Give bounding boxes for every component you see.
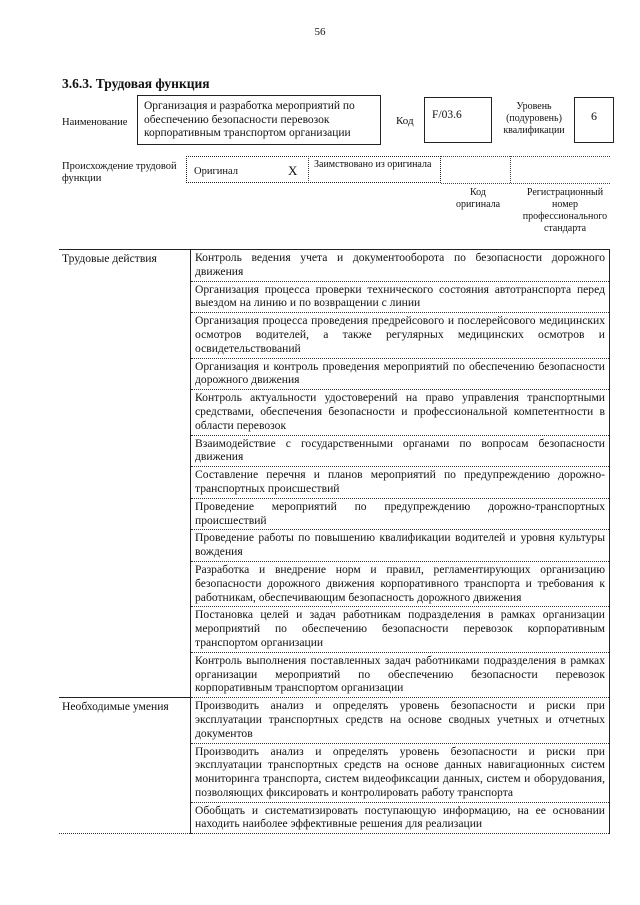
page-number: 56 [314,26,326,38]
origin-divider [308,156,309,183]
origin-dotline-top [441,156,610,157]
original-label: Оригинал [194,166,238,177]
table-cell: Проведение работы по повышению квалификации водителей и уровня культуры вождения [191,530,610,562]
code-label: Код [396,115,414,127]
reg-number-caption: Регистрационный номер профессионального стандарта [522,187,608,234]
code-value-box: F/03.6 [424,97,492,143]
borrowed-label: Заимствовано из оригинала [314,159,432,170]
table-cell: Разработка и внедрение норм и правил, регламентирующих организацию безопасности дорожного движения корпоративного транспорта и требования к работникам, обеспечивающим безопасность дорожного движения [191,561,610,606]
table-cell: Составление перечня и планов мероприятий по предупреждению дорожно-транспортных происшествий [191,467,610,499]
level-value-box: 6 [574,97,614,143]
name-label: Наименование [62,117,128,128]
table-cell: Организация процесса проведения предрейсового и послерейсового медицинских осмотров водителей, а также регулярных медицинских осмотров и освидетельствований [191,313,610,358]
table-cell: Постановка целей и задач работникам подразделения в рамках организации мероприятий по обеспечению безопасности перевозок корпоративным транспортом организации [191,607,610,652]
function-table [59,249,610,849]
table-cell: Контроль ведения учета и документооборота по безопасности дорожного движения [191,250,610,282]
level-label: Уровень (подуровень) квалификации [503,101,565,136]
table-row [59,698,610,743]
table-cell: Проведение мероприятий по предупреждению дорожно-транспортных происшествий [191,498,610,530]
table-cell: Взаимодействие с государственными органами по вопросам безопасности движения [191,435,610,467]
function-name-box: Организация и разработка мероприятий по обеспечению безопасности перевозок корпоративным транспортом организации [137,95,381,145]
section-label: Трудовые действия [59,250,191,698]
table-cell: Контроль выполнения поставленных задач работниками подразделения в рамках организации мероприятий по обеспечению безопасности перевозок корпоративным транспортом организации [191,652,610,697]
origin-divider-2 [510,156,511,183]
code-original-caption: Код оригинала [455,187,501,210]
origin-dotline-bottom [441,183,610,184]
table-cell: Производить анализ и определять уровень безопасности и риски при эксплуатации транспортных средств на основе сводных учетных и отчетных документов [191,698,610,743]
origin-label: Происхождение трудовой функции [62,161,177,184]
section-label: Необходимые умения [59,698,191,834]
original-mark: X [288,163,298,178]
table-cell: Контроль актуальности удостоверений на право управления транспортными средствами, обеспечения безопасности и профессиональной компетентности в области перевозок [191,390,610,435]
table-cell: Организация и контроль проведения мероприятий по обеспечению безопасности дорожного движения [191,358,610,390]
section-title: 3.6.3. Трудовая функция [62,76,210,91]
table-cell: Организация процесса проверки технического состояния автотранспорта перед выездом на линию и по возвращении с линии [191,281,610,313]
table-cell: Обобщать и систематизировать поступающую информацию, на ее основании находить наиболее эффективные решения для реализации [191,802,610,834]
table-row [59,250,610,282]
table-cell: Производить анализ и определять уровень безопасности и риски при эксплуатации транспортных средств на основе данных навигационных систем мониторинга транспорта, систем видеофиксации данных, систем и оборудования, позволяющих фиксировать и контролировать работу транспорта [191,743,610,802]
